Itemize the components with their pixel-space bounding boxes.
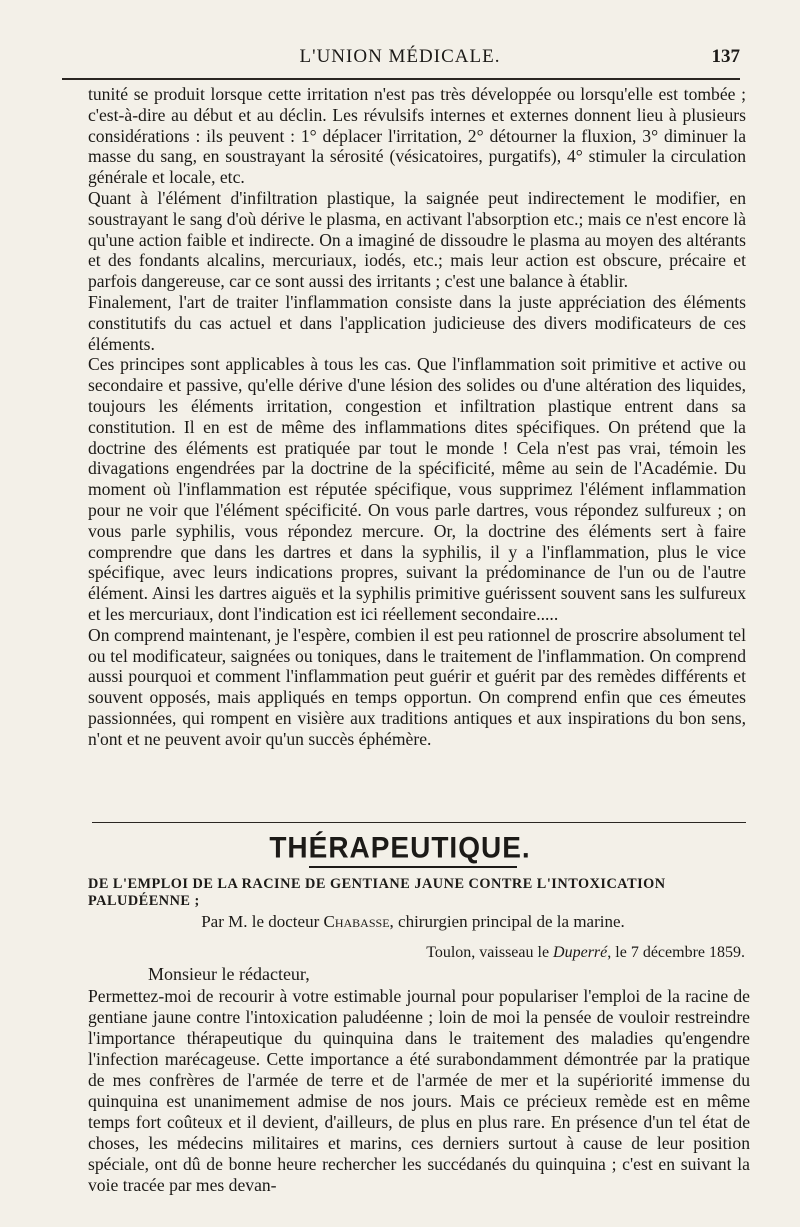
letter-body [88,986,750,1196]
section-heading: THÉRAPEUTIQUE. [269,831,531,864]
paragraph-revulsifs: tunité se produit lorsque cette irritation n'est pas très développée ou lorsqu'elle est tombée ; c'est-à-dire au début et au déclin. Les révulsifs internes et externes donnent lieu à plusieurs considérations : ils peuvent : 1° déplacer l'irritation, 2° détourner la fluxion, 3° diminuer la masse du sang, en soustrayant la sérosité (vésicatoires, purgatifs), 4° stimuler la circulation générale et locale, etc. [88,84,746,188]
paragraph-finalement: Finalement, l'art de traiter l'inflammation consiste dans la juste appréciation des éléments constitutifs du cas actuel et dans l'application judicieuse des divers modificateurs de ces éléments. [88,291,746,354]
dateline-suffix: , le 7 décembre 1859. [607,944,745,961]
byline-prefix: Par M. le docteur [201,912,320,931]
running-head [60,40,740,80]
dateline-prefix: Toulon, vaisseau le [426,944,550,961]
byline-suffix: , chirurgien principal de la marine. [389,912,625,931]
heading-underline [309,866,517,868]
body-text [88,84,746,750]
paragraph-conclusion: On comprend maintenant, je l'espère, combien il est peu rationnel de proscrire absolument tel ou tel modificateur, saignées ou toniques, dans le traitement de l'inflammation. On comprend aussi pourquoi et comment l'inflammation peut guérir et guérit par des remèdes différents et souvent opposés, mais appliqués en temps opportun. On comprend enfin que ces émeutes passionnées, qui rompent en visière aux traditions antiques et aux inspirations du bon sens, n'ont et ne peuvent avoir qu'un succès éphémère. [88,624,746,749]
byline [88,912,738,932]
letter-paragraph: Permettez-moi de recourir à votre estimable journal pour populariser l'emploi de la racine de gentiane jaune contre l'intoxication paludéenne ; loin de moi la pensée de vouloir restreindre l'importance thérapeutique du quinquina dans le traitement des maladies qu'engendre l'infection marécageuse. Cette importance a été surabondamment démontrée par la pratique de mes confrères de l'armée de terre et de l'armée de mer et la supériorité immense du quinquina est unanimement admise de nos jours. Mais ce précieux remède est en même temps fort coûteux et il devient, d'ailleurs, de plus en plus rare. En présence d'un tel état de choses, les médecins militaires et marins, ces derniers surtout à cause de leur position spéciale, ont dû de bonne heure rechercher les succédanés du quinquina ; c'est en suivant la voie tracée par mes devan- [88,986,750,1195]
journal-title: L'UNION MÉDICALE. [299,46,501,67]
paragraph-infiltration: Quant à l'élément d'infiltration plastique, la saignée peut indirectement le modifier, en soustrayant le sang d'où dérive le plasma, en activant l'absorption etc.; mais ce n'est encore là qu'une action faible et indirecte. On a imaginé de dissoudre le plasma au moyen des altérants et des fondants alcalins, mercuriaux, iodés, etc.; mais leur action est obscure, précaire et parfois dangereuse, car ce sont aussi des irritants ; c'est une balance à établir. [88,187,746,292]
byline-author: Chabasse [323,912,390,931]
dateline [426,944,745,962]
header-rule [62,78,740,80]
section-divider [92,822,746,823]
paragraph-principes: Ces principes sont applicables à tous les cas. Que l'inflammation soit primitive et active ou secondaire et passive, qu'elle dérive d'une lésion des solides ou d'une altération des liquides, toujours les éléments irritation, congestion et infiltration plastique entrent dans sa constitution. Il en est de même des inflammations dites spécifiques. On prétend que la doctrine des éléments est pratiquée par tout le monde ! Cela n'est pas vrai, témoin les divagations engendrées par la doctrine de la spécificité, même au sein de l'Académie. Du moment où l'inflammation est réputée spécifique, vous supprimez l'élément inflammation pour ne voir que l'élément spécificité. On vous parle dartres, vous répondez sulfureux ; on vous parle syphilis, vous répondez mercure. Or, la doctrine des éléments sert à faire comprendre que dans les dartres et dans la syphilis, il y a l'inflammation, plus le vice spécifique, avec leurs indications propres, suivant la prédominance de l'un ou de l'autre élément. Ainsi les dartres aiguës et la syphilis primitive guérissent souvent sans les sulfureux et les mercuriaux, dont l'indication est ici réellement secondaire..... [88,354,746,624]
dateline-ship: Duperré [553,944,608,961]
salutation: Monsieur le rédacteur, [148,964,310,984]
article-title: DE L'EMPLOI DE LA RACINE DE GENTIANE JAUNE CONTRE L'INTOXICATION PALUDÉENNE ; [88,876,666,909]
page-number: 137 [711,46,740,67]
